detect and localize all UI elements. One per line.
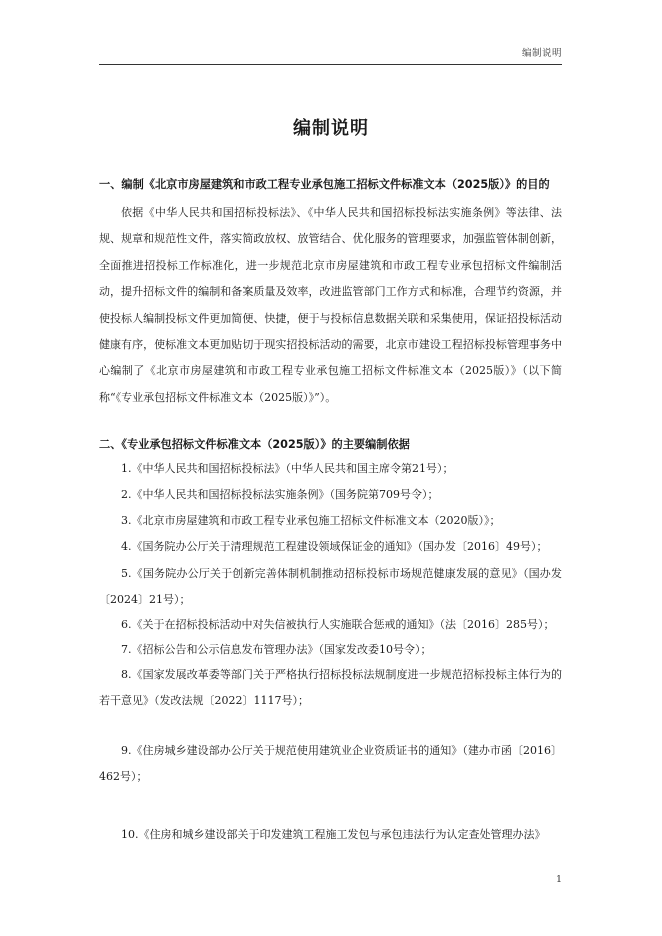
running-header-text: 编制说明	[521, 48, 562, 59]
purpose-paragraph: 依据《中华人民共和国招标投标法》、《中华人民共和国招标投标法实施条例》等法律、法规、规章和规范性文件，落实简政放权、放管结合、优化服务的管理要求，加强监管体制创新，全面推进招投标工作标准化，进一步规范北京市房屋建筑和市政工程专业承包招标文件编制活动，提升招标文件的编制和备案质量及效率，改进监管部门工作方式和标准，合理节约资源，并使投标人编制投标文件更加简便、快捷，便于与投标信息数据关联和采集使用，保证招投标活动健康有序，使标准文本更加贴切于现实招投标活动的需要，北京市建设工程招标投标管理事务中心编制了《北京市房屋建筑和市政工程专业承包施工招标文件标准文本（2025版）》（以下简称“《专业承包招标文件标准文本（2025版）》”）。	[99, 206, 562, 404]
basis-list-item: 4.《国务院办公厅关于清理规范工程建设领域保证金的通知》（国办发〔2016〕49号）；	[121, 540, 548, 553]
basis-list-item: 7.《招标公告和公示信息发布管理办法》（国家发改委10号令）；	[121, 643, 432, 656]
basis-list-item: 2.《中华人民共和国招标投标法实施条例》（国务院第709号令）；	[121, 488, 439, 501]
basis-list-item: 5.《国务院办公厅关于创新完善体制机制推动招标投标市场规范健康发展的意见》（国办发〔2024〕21号）；	[99, 567, 562, 606]
section-heading-purpose: 一、编制《北京市房屋建筑和市政工程专业承包施工招标文件标准文本（2025版）》的目的	[99, 178, 550, 191]
basis-list-item: 1.《中华人民共和国招标投标法》（中华人民共和国主席令第21号）；	[121, 462, 454, 475]
basis-list-item: 8.《国家发展改革委等部门关于严格执行招标投标法规制度进一步规范招标投标主体行为的若干意见》（发改法规〔2022〕1117号）；	[99, 668, 562, 707]
page-number: 1	[555, 874, 562, 885]
page-title: 编制说明	[293, 118, 369, 139]
basis-list-item: 10.《住房和城乡建设部关于印发建筑工程施工发包与承包违法行为认定查处管理办法》	[121, 828, 546, 841]
basis-list-item: 9.《住房城乡建设部办公厅关于规范使用建筑业企业资质证书的通知》（建办市函〔2016〕462号）；	[99, 744, 562, 783]
basis-list-item: 3.《北京市房屋建筑和市政工程专业承包施工招标文件标准文本（2020版）》；	[121, 514, 501, 527]
basis-list-item: 6.《关于在招标投标活动中对失信被执行人实施联合惩戒的通知》（法〔2016〕285号）；	[121, 618, 555, 631]
section-heading-basis: 二、《专业承包招标文件标准文本（2025版）》的主要编制依据	[99, 438, 410, 451]
running-header	[99, 0, 562, 65]
